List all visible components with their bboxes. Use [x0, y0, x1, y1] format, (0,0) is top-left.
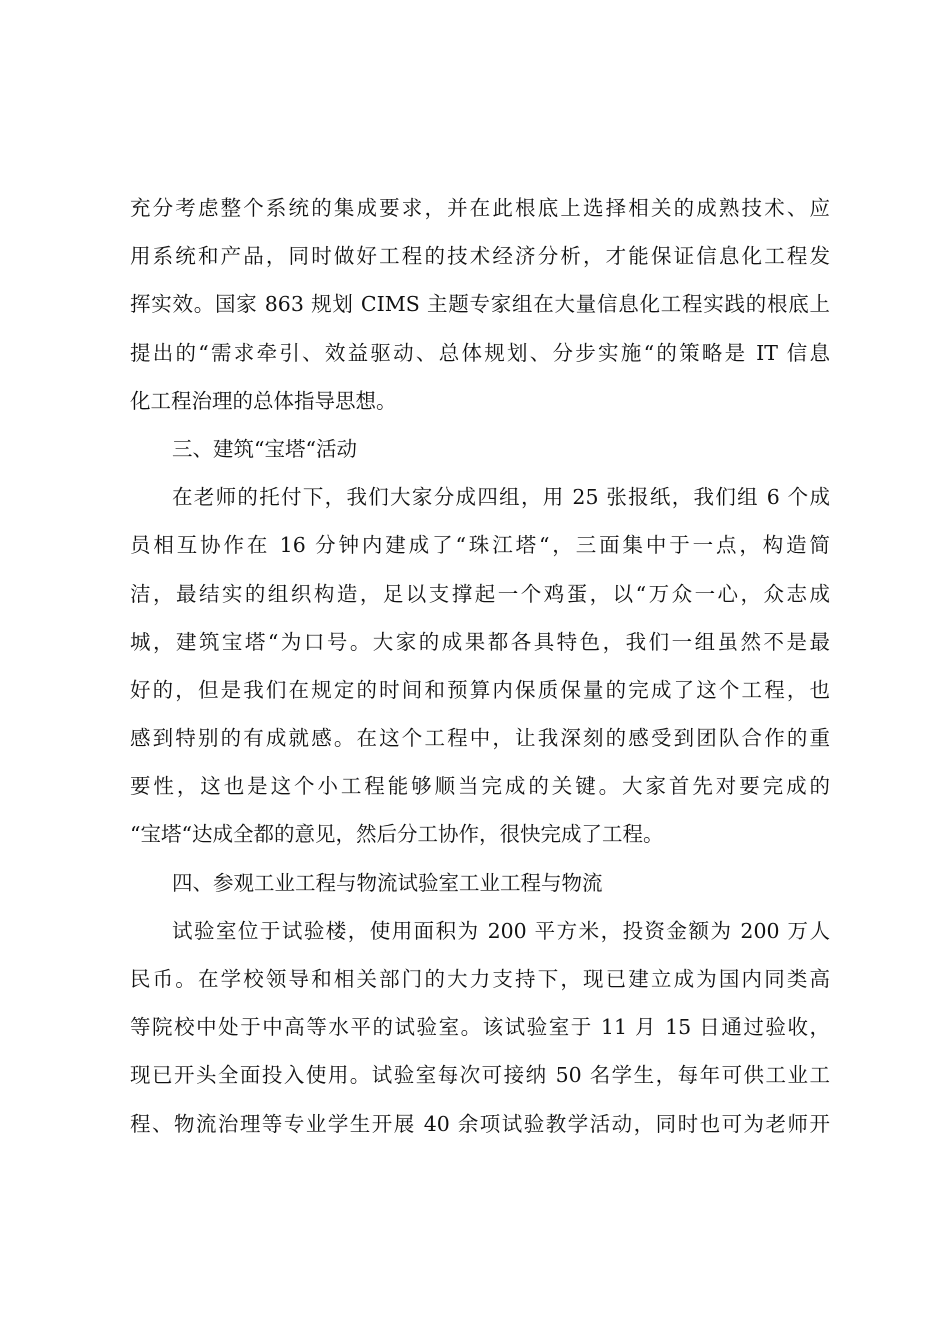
paragraph-line: 程、物流治理等专业学生开展 40 余项试验教学活动，同时也可为老师开: [130, 1111, 830, 1136]
paragraph-line: 等院校中处于中高等水平的试验室。该试验室于 11 月 15 日通过验收，: [130, 1015, 830, 1040]
paragraph-line: “宝塔“达成全都的意见，然后分工协作，很快完成了工程。: [130, 822, 664, 847]
paragraph-line: 感到特别的有成就感。在这个工程中，让我深刻的感受到团队合作的重: [130, 726, 830, 751]
paragraph-line: 洁，最结实的组织构造，足以支撑起一个鸡蛋，以“万众一心，众志成: [130, 581, 830, 606]
paragraph-line: 在老师的托付下，我们大家分成四组，用 25 张报纸，我们组 6 个成: [172, 485, 830, 510]
paragraph-line: 员相互协作在 16 分钟内建成了“珠江塔“，三面集中于一点，构造简: [130, 533, 830, 558]
paragraph-line: 挥实效。国家 863 规划 CIMS 主题专家组在大量信息化工程实践的根底上: [130, 292, 830, 317]
body-text: [130, 184, 830, 1148]
paragraph-line: 现已开头全面投入使用。试验室每次可接纳 50 名学生，每年可供工业工: [130, 1063, 830, 1088]
paragraph-line: 民币。在学校领导和相关部门的大力支持下，现已建立成为国内同类高: [130, 967, 830, 991]
section-heading: 四、参观工业工程与物流试验室工业工程与物流: [172, 870, 603, 895]
paragraph-line: 用系统和产品，同时做好工程的技术经济分析，才能保证信息化工程发: [130, 244, 830, 269]
paragraph-line: 提出的“需求牵引、效益驱动、总体规划、分步实施“的策略是 IT 信息: [130, 340, 830, 365]
section-heading: 三、建筑“宝塔“活动: [172, 436, 357, 461]
paragraph-line: 要性，这也是这个小工程能够顺当完成的关键。大家首先对要完成的: [130, 774, 830, 799]
paragraph-line: 化工程治理的总体指导思想。: [130, 388, 397, 413]
paragraph-line: 城，建筑宝塔“为口号。大家的成果都各具特色，我们一组虽然不是最: [130, 629, 830, 654]
paragraph-line: 充分考虑整个系统的集成要求，并在此根底上选择相关的成熟技术、应: [130, 196, 830, 220]
paragraph-line: 试验室位于试验楼，使用面积为 200 平方米，投资金额为 200 万人: [172, 918, 830, 943]
paragraph-line: 好的，但是我们在规定的时间和预算内保质保量的完成了这个工程，也: [130, 677, 830, 702]
